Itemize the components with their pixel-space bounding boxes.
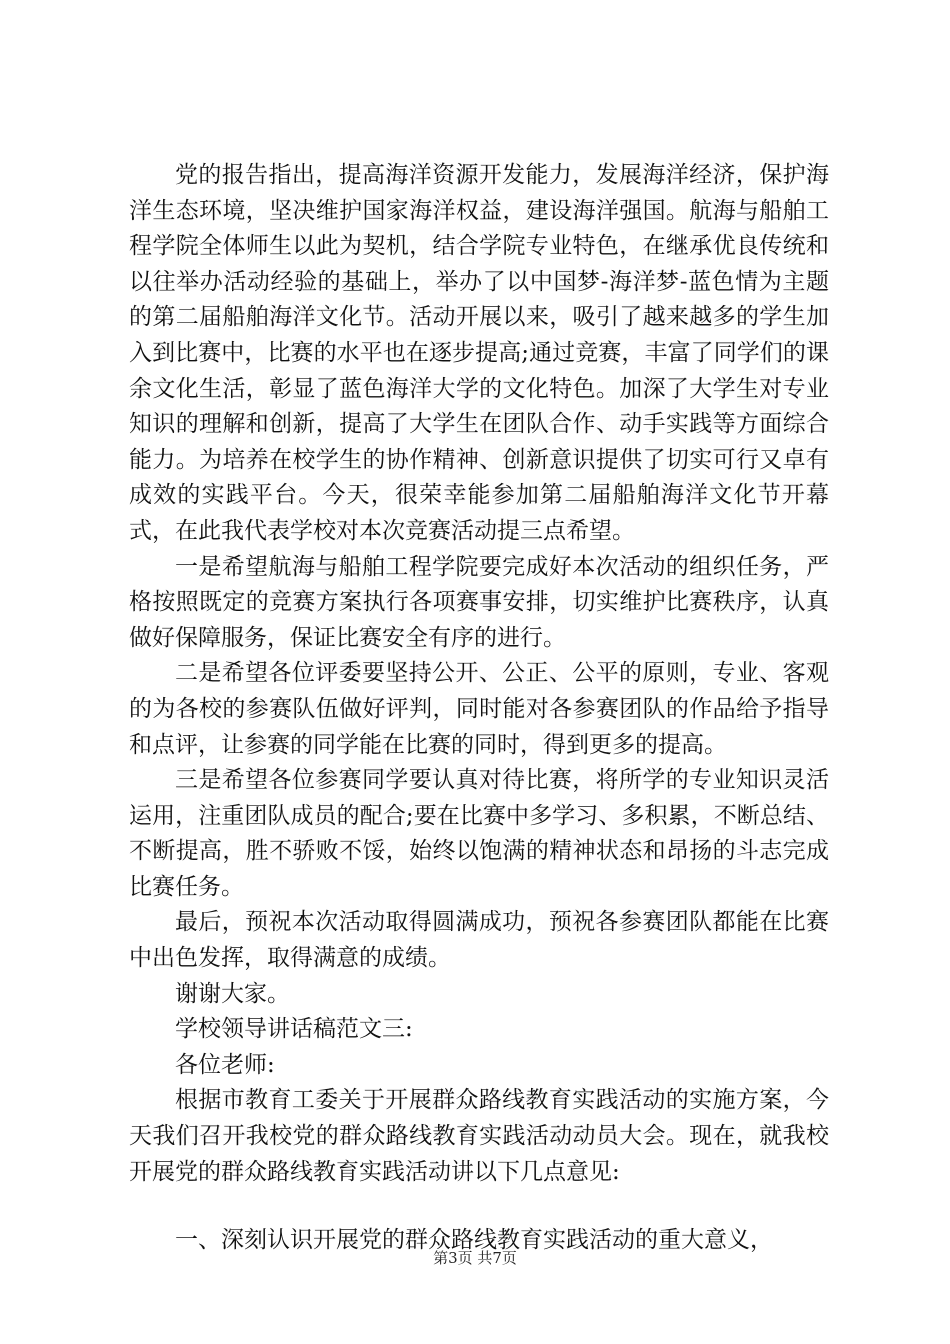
paragraph-hope-one: 一是希望航海与船舶工程学院要完成好本次活动的组织任务，严格按照既定的竞赛方案执行各项赛事安排，切实维护比赛秩序，认真做好保障服务，保证比赛安全有序的进行。 xyxy=(129,553,829,651)
salutation: 各位老师: xyxy=(175,1051,275,1078)
paragraph-speech-opening: 根据市教育工委关于开展群众路线教育实践活动的实施方案，今天我们召开我校党的群众路线教育实践活动动员大会。现在，就我校开展党的群众路线教育实践活动讲以下几点意见: xyxy=(129,1087,829,1185)
paragraph-closing-wish: 最后，预祝本次活动取得圆满成功，预祝各参赛团队都能在比赛中出色发挥，取得满意的成绩。 xyxy=(129,909,829,972)
section-heading: 学校领导讲话稿范文三: xyxy=(175,1016,413,1043)
document-body xyxy=(129,158,829,1259)
paragraph-hope-two: 二是希望各位评委要坚持公开、公正、公平的原则，专业、客观的为各校的参赛队伍做好评判，同时能对各参赛团队的作品给予指导和点评，让参赛的同学能在比赛的同时，得到更多的提高。 xyxy=(129,660,829,758)
paragraph-intro: 党的报告指出，提高海洋资源开发能力，发展海洋经济，保护海洋生态环境，坚决维护国家海洋权益，建设海洋强国。航海与船舶工程学院全体师生以此为契机，结合学院专业特色，在继承优良传统和以往举办活动经验的基础上，举办了以中国梦-海洋梦-蓝色情为主题的第二届船舶海洋文化节。活动开展以来，吸引了越来越多的学生加入到比赛中，比赛的水平也在逐步提高;通过竞赛，丰富了同学们的课余文化生活，彰显了蓝色海洋大学的文化特色。加深了大学生对专业知识的理解和创新，提高了大学生在团队合作、动手实践等方面综合能力。为培养在校学生的协作精神、创新意识提供了切实可行又卓有成效的实践平台。今天，很荣幸能参加第二届船舶海洋文化节开幕式，在此我代表学校对本次竞赛活动提三点希望。 xyxy=(129,162,829,544)
paragraph-hope-three: 三是希望各位参赛同学要认真对待比赛，将所学的专业知识灵活运用，注重团队成员的配合;要在比赛中多学习、多积累，不断总结、不断提高，胜不骄败不馁，始终以饱满的精神状态和昂扬的斗志完成比赛任务。 xyxy=(129,767,829,900)
paragraph-point-one-heading: 一、深刻认识开展党的群众路线教育实践活动的重大意义， xyxy=(175,1227,773,1254)
paragraph-thanks: 谢谢大家。 xyxy=(175,980,290,1007)
page-number-footer: 第3页 共7页 xyxy=(433,1249,517,1267)
